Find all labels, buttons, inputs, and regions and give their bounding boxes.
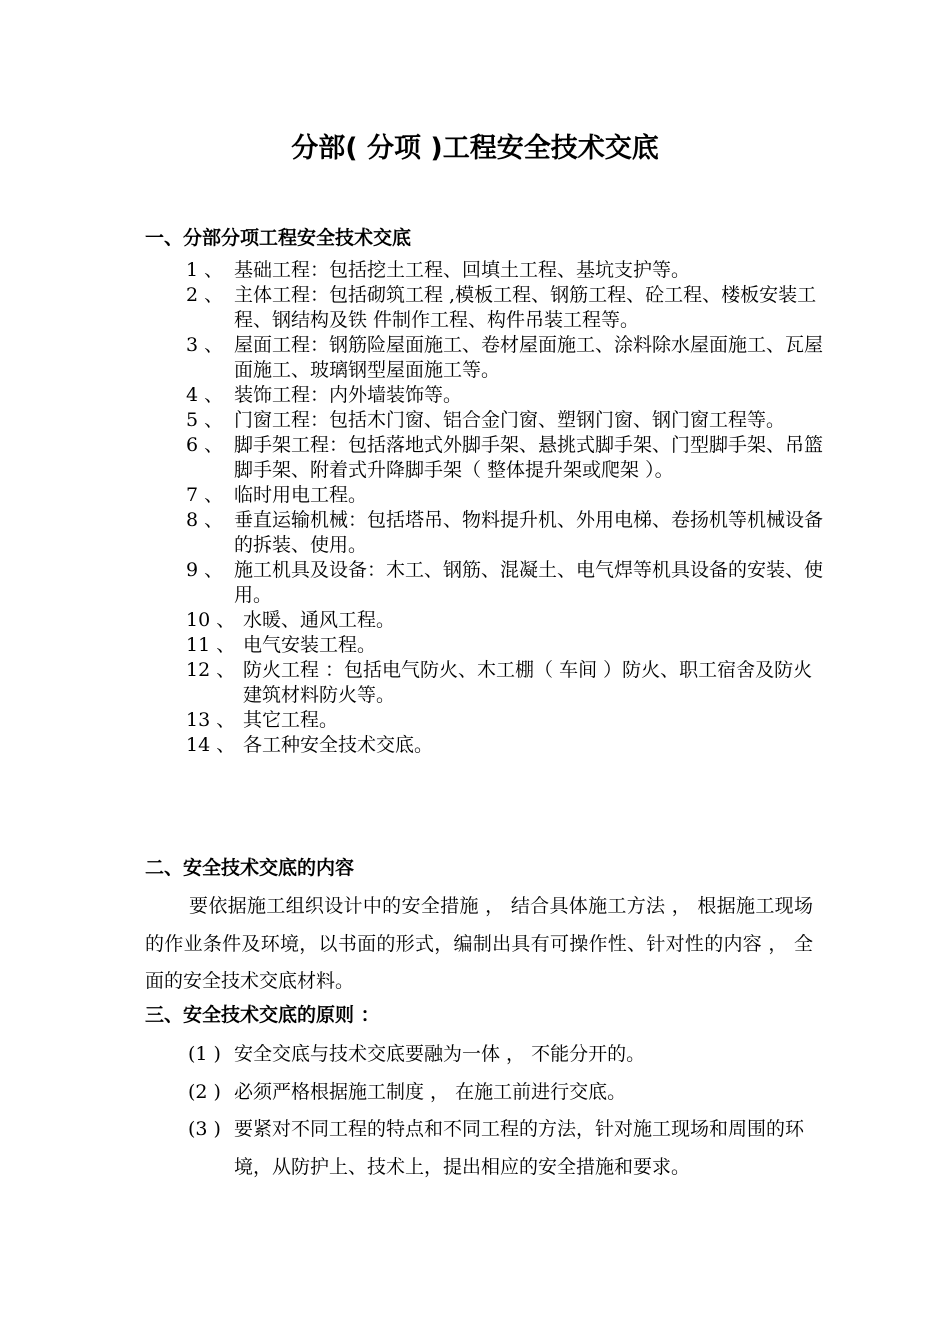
item-text: 必须严格根据施工制度 ， 在施工前进行交底。: [234, 1080, 627, 1103]
section-2-heading: 二、安全技术交底的内容: [145, 857, 355, 879]
item-text: 主体工程：包括砌筑工程 ,模板工程、钢筋工程、砼工程、楼板安装工程、钢结构及铁 件制作工程、构件吊装工程等。: [234, 284, 817, 331]
item-text: 施工机具及设备：木工、钢筋、混凝土、电气焊等机具设备的安装、使用。: [234, 559, 824, 606]
item-text: 装饰工程：内外墙装饰等。: [234, 384, 463, 406]
item-text: 基础工程：包括挖土工程、回填土工程、基坑支护等。: [234, 259, 691, 281]
item-text: 安全交底与技术交底要融为一体 ， 不能分开的。: [234, 1043, 646, 1065]
document-title: 分部( 分项 )工程安全技术交底: [291, 133, 659, 164]
list-item: [186, 708, 826, 733]
list-item: [186, 733, 826, 758]
item-number: 7 、: [186, 484, 224, 506]
list-item: [186, 383, 826, 408]
list-item: [188, 1036, 808, 1074]
list-item: [186, 558, 826, 608]
item-text: 临时用电工程。: [234, 484, 368, 506]
item-number: 14 、: [186, 734, 236, 756]
list-item: [186, 508, 826, 558]
item-text: 要紧对不同工程的特点和不同工程的方法，针对施工现场和周围的环境，从防护上、技术上，提出相应的安全措施和要求。: [234, 1118, 805, 1178]
item-number: 6 、: [186, 434, 224, 456]
item-number: 1 、: [186, 259, 224, 281]
list-item: [188, 1074, 808, 1112]
item-number: (1 ): [188, 1043, 221, 1065]
list-item: [186, 333, 826, 383]
list-item: [186, 633, 826, 658]
item-number: 8 、: [186, 509, 224, 531]
item-number: 2 、: [186, 284, 224, 306]
item-number: 13 、: [186, 709, 236, 731]
item-number: 3 、: [186, 334, 224, 356]
list-item: [186, 283, 826, 333]
item-number: (3 ): [188, 1118, 221, 1140]
list-item: [188, 1111, 808, 1186]
list-item: [186, 608, 826, 633]
item-text: 其它工程。: [243, 709, 339, 731]
list-item: [186, 483, 826, 508]
section-3-heading: 三、安全技术交底的原则 ：: [145, 1004, 380, 1026]
section-3-list: [188, 1036, 808, 1186]
item-text: 脚手架工程：包括落地式外脚手架、悬挑式脚手架、门型脚手架、吊篮脚手架、附着式升降脚手架（ 整体提升架或爬架 ）。: [234, 434, 824, 481]
list-item: [186, 658, 826, 708]
section-2-paragraph: 要依据施工组织设计中的安全措施 ， 结合具体施工方法 ， 根据施工现场的作业条件及环境，以书面的形式，编制出具有可操作性、针对性的内容 ， 全面的安全技术交底材料。: [145, 895, 813, 992]
item-text: 门窗工程：包括木门窗、铝合金门窗、塑钢门窗、钢门窗工程等。: [234, 409, 786, 431]
list-item: [186, 408, 826, 433]
item-number: 5 、: [186, 409, 224, 431]
item-number: 12 、: [186, 659, 236, 681]
item-number: 10 、: [186, 609, 236, 631]
item-text: 各工种安全技术交底。: [243, 734, 434, 756]
section-1-list: [186, 258, 826, 758]
item-text: 水暖、通风工程。: [243, 609, 396, 631]
item-text: 垂直运输机械：包括塔吊、物料提升机、外用电梯、卷扬机等机械设备的拆装、使用。: [234, 509, 824, 556]
item-text: 屋面工程：钢筋险屋面施工、卷材屋面施工、涂料除水屋面施工、瓦屋面施工、玻璃钢型屋面施工等。: [234, 334, 824, 381]
item-text: 电气安装工程。: [243, 634, 377, 656]
item-text: 防火工程 ：包括电气防火、木工棚（ 车间 ）防火、职工宿舍及防火建筑材料防火等。: [243, 659, 813, 706]
list-item: [186, 433, 826, 483]
item-number: (2 ): [188, 1080, 221, 1103]
item-number: 11 、: [186, 634, 236, 656]
item-number: 9 、: [186, 559, 224, 581]
section-1-heading: 一、分部分项工程安全技术交底: [145, 227, 412, 249]
item-number: 4 、: [186, 384, 224, 406]
list-item: [186, 258, 826, 283]
